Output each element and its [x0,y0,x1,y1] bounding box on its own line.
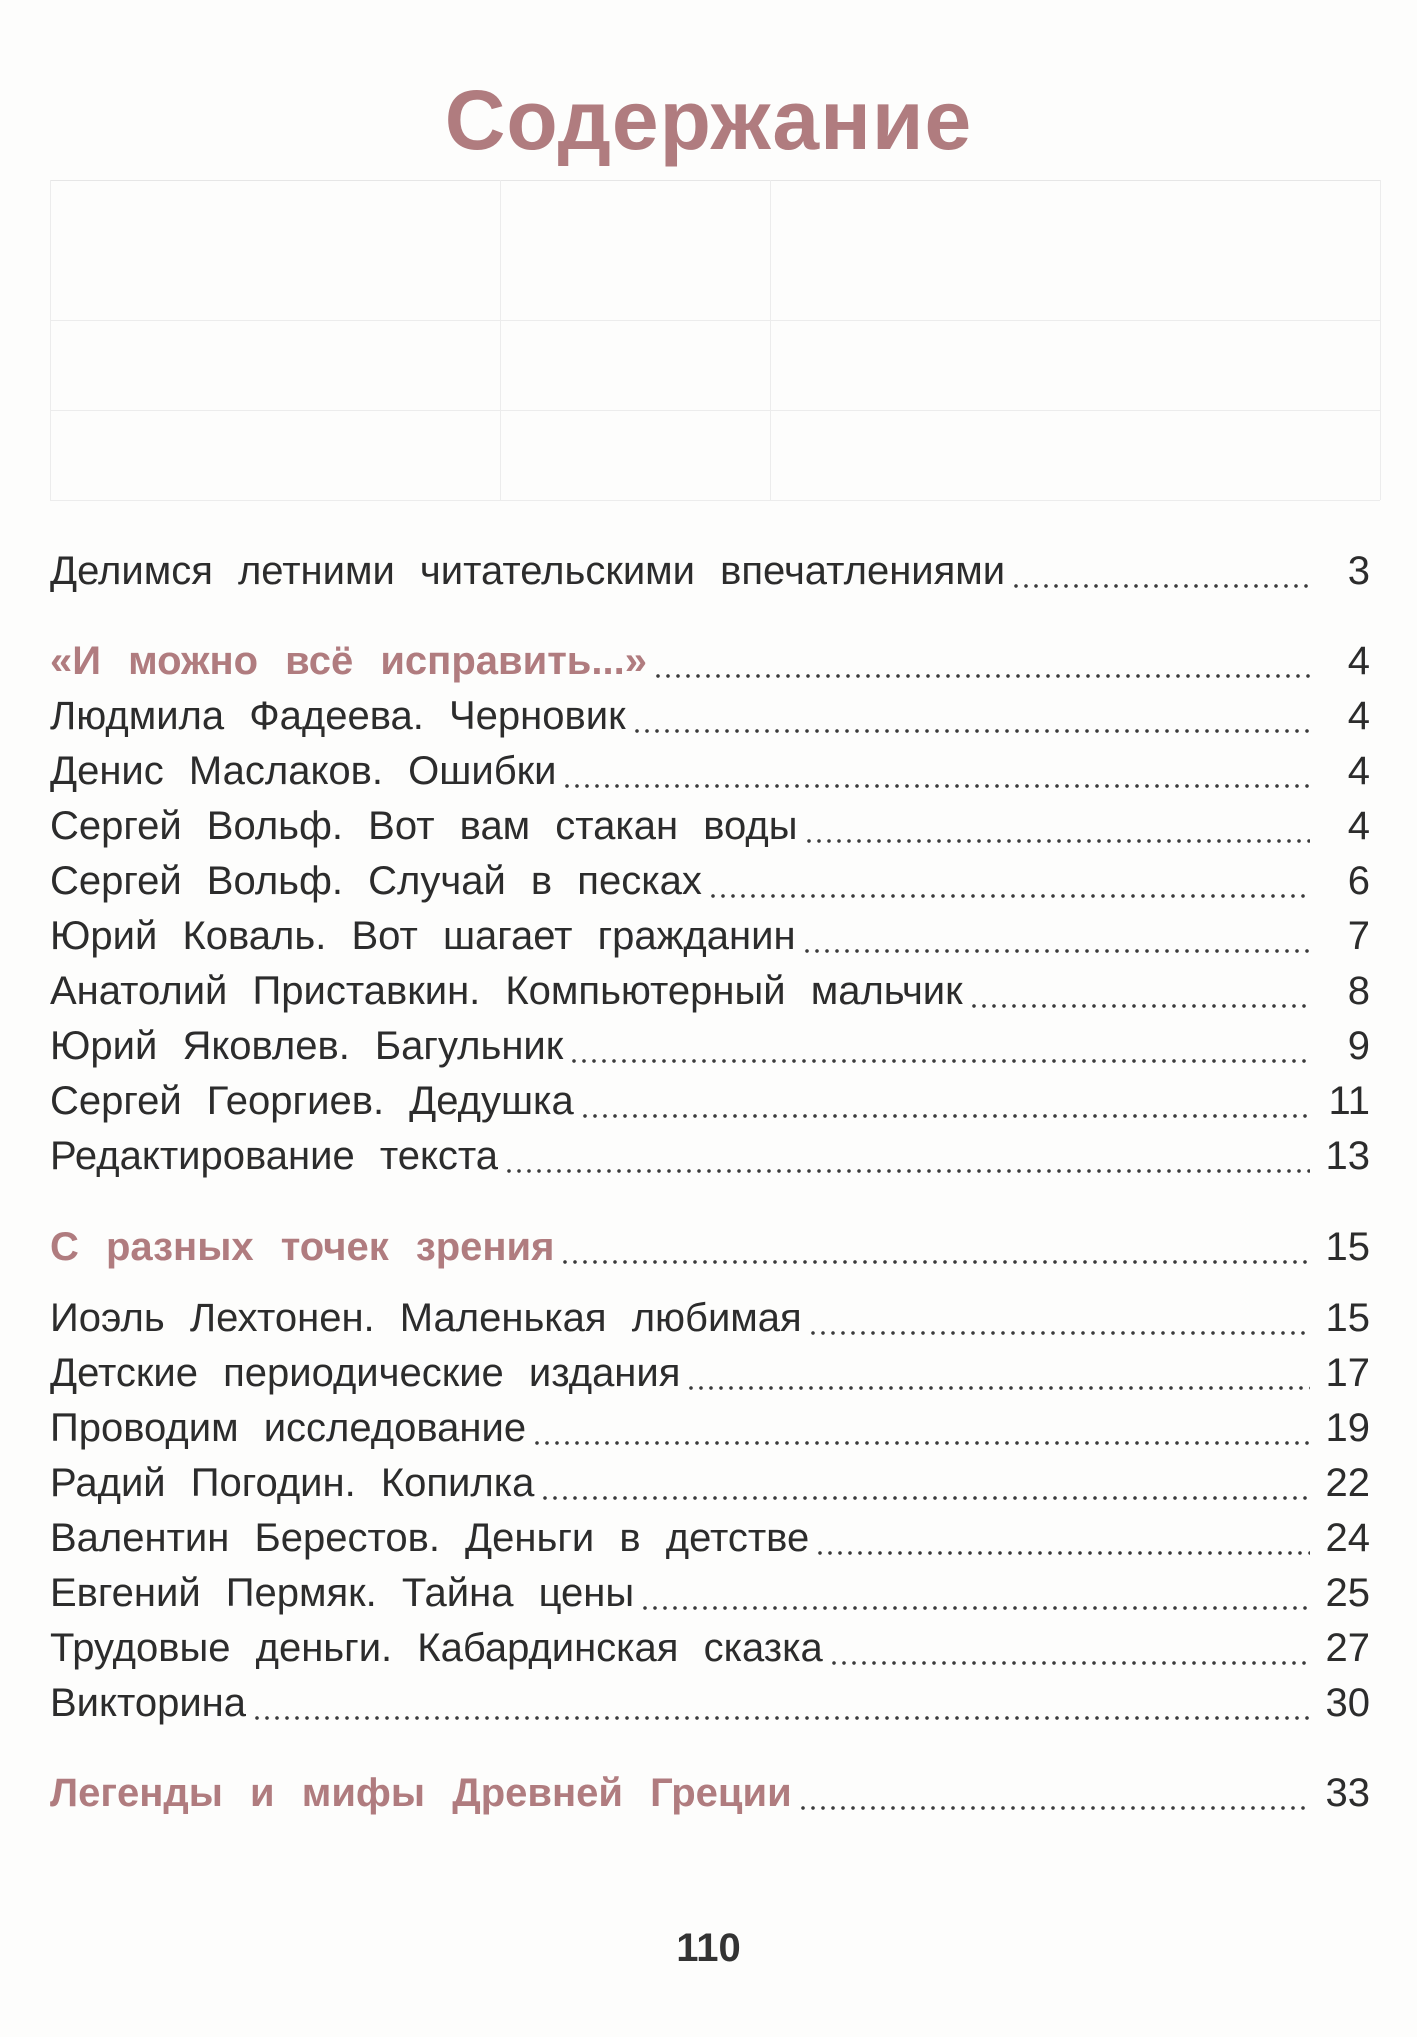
toc-section-heading [50,1221,1370,1271]
toc-entry-title: Детские периодические издания [50,1351,681,1395]
toc-entry [50,1402,1370,1452]
toc-entry [50,690,1370,740]
toc-entry-title: Редактирование текста [50,1134,499,1178]
toc-entry-page: 13 [1325,1134,1370,1178]
toc-entry-title: Юрий Яковлев. Багульник [50,1024,564,1068]
toc-entry-page: 7 [1347,914,1370,958]
toc-entry-page: 3 [1347,549,1370,593]
toc-entry-page: 4 [1347,804,1370,848]
dot-leader [653,639,1310,679]
dot-leader [1011,549,1310,589]
toc-entry-title: «И можно всё исправить...» [50,639,647,683]
dot-leader [808,1296,1310,1336]
dot-leader [580,1079,1310,1119]
toc-entry-title: Сергей Вольф. Случай в песках [50,859,702,903]
toc-entry-page: 22 [1325,1461,1370,1505]
toc-entry-page: 33 [1325,1771,1370,1815]
toc-entry-title: Трудовые деньги. Кабардинская сказка [50,1626,823,1670]
page-number: 110 [676,1926,741,1970]
toc-entry-page: 6 [1347,859,1370,903]
toc-entry [50,1677,1370,1727]
dot-leader [804,804,1311,844]
toc-entry-title: Сергей Георгиев. Дедушка [50,1079,574,1123]
toc-entry-title: Людмила Фадеева. Черновик [50,694,626,738]
dot-leader [708,859,1310,899]
toc-entry [50,910,1370,960]
toc-entry [50,1130,1370,1180]
toc-entry-title: Юрий Коваль. Вот шагает гражданин [50,914,796,958]
toc-entry-title: Валентин Берестов. Деньги в детстве [50,1516,810,1560]
toc-entry [50,855,1370,905]
toc-entry-page: 27 [1325,1626,1370,1670]
toc-entry-page: 9 [1347,1024,1370,1068]
toc-entry-title: Денис Маслаков. Ошибки [50,749,557,793]
dot-leader [802,914,1310,954]
toc-entry [50,1457,1370,1507]
toc-entry [50,1512,1370,1562]
toc-entry [50,965,1370,1015]
page-title: Содержание [444,73,973,167]
toc-entry [50,1622,1370,1672]
toc-entry [50,1292,1370,1342]
toc-entry-page: 19 [1325,1406,1370,1450]
dot-leader [569,1024,1310,1064]
dot-leader [798,1771,1310,1811]
toc-entry [50,1567,1370,1617]
toc-entry-page: 4 [1347,639,1370,683]
toc-entry [50,1020,1370,1070]
toc-entry-title: Викторина [50,1681,247,1725]
toc-section-heading [50,1767,1370,1817]
dot-leader [532,1406,1310,1446]
toc-entry-title: Проводим исследование [50,1406,527,1450]
dot-leader [969,969,1310,1009]
dot-leader [640,1571,1310,1611]
toc-entry-page: 17 [1325,1351,1370,1395]
toc-entry-title: С разных точек зрения [50,1225,555,1269]
toc-entry-title: Анатолий Приставкин. Компьютерный мальчик [50,969,963,1013]
toc-entry-page: 8 [1347,969,1370,1013]
toc-entry [50,745,1370,795]
toc-section-heading [50,635,1370,685]
dot-leader [815,1516,1310,1556]
toc-entry [50,800,1370,850]
dot-leader [560,1225,1310,1265]
toc-entry-title: Иоэль Лехтонен. Маленькая любимая [50,1296,802,1340]
toc-entry-title: Радий Погодин. Копилка [50,1461,535,1505]
toc-entry-title: Сергей Вольф. Вот вам стакан воды [50,804,798,848]
dot-leader [252,1681,1310,1721]
dot-leader [540,1461,1310,1501]
dot-leader [686,1351,1310,1391]
toc-entry [50,1347,1370,1397]
dot-leader [632,694,1310,734]
toc-entry-page: 11 [1328,1079,1370,1123]
toc-entry [50,545,1370,595]
toc-entry-page: 25 [1325,1571,1370,1615]
toc-entry-title: Легенды и мифы Древней Греции [50,1771,792,1815]
toc-entry [50,1075,1370,1125]
toc-entry-page: 4 [1347,694,1370,738]
dot-leader [562,749,1310,789]
toc-entry-page: 15 [1325,1225,1370,1269]
dot-leader [504,1134,1310,1174]
toc-entry-page: 4 [1347,749,1370,793]
toc-entry-page: 30 [1325,1681,1370,1725]
toc-entry-title: Делимся летними читательскими впечатлениями [50,549,1006,593]
toc-entry-page: 24 [1325,1516,1370,1560]
toc-entry-page: 15 [1325,1296,1370,1340]
dot-leader [829,1626,1310,1666]
toc-entry-title: Евгений Пермяк. Тайна цены [50,1571,635,1615]
